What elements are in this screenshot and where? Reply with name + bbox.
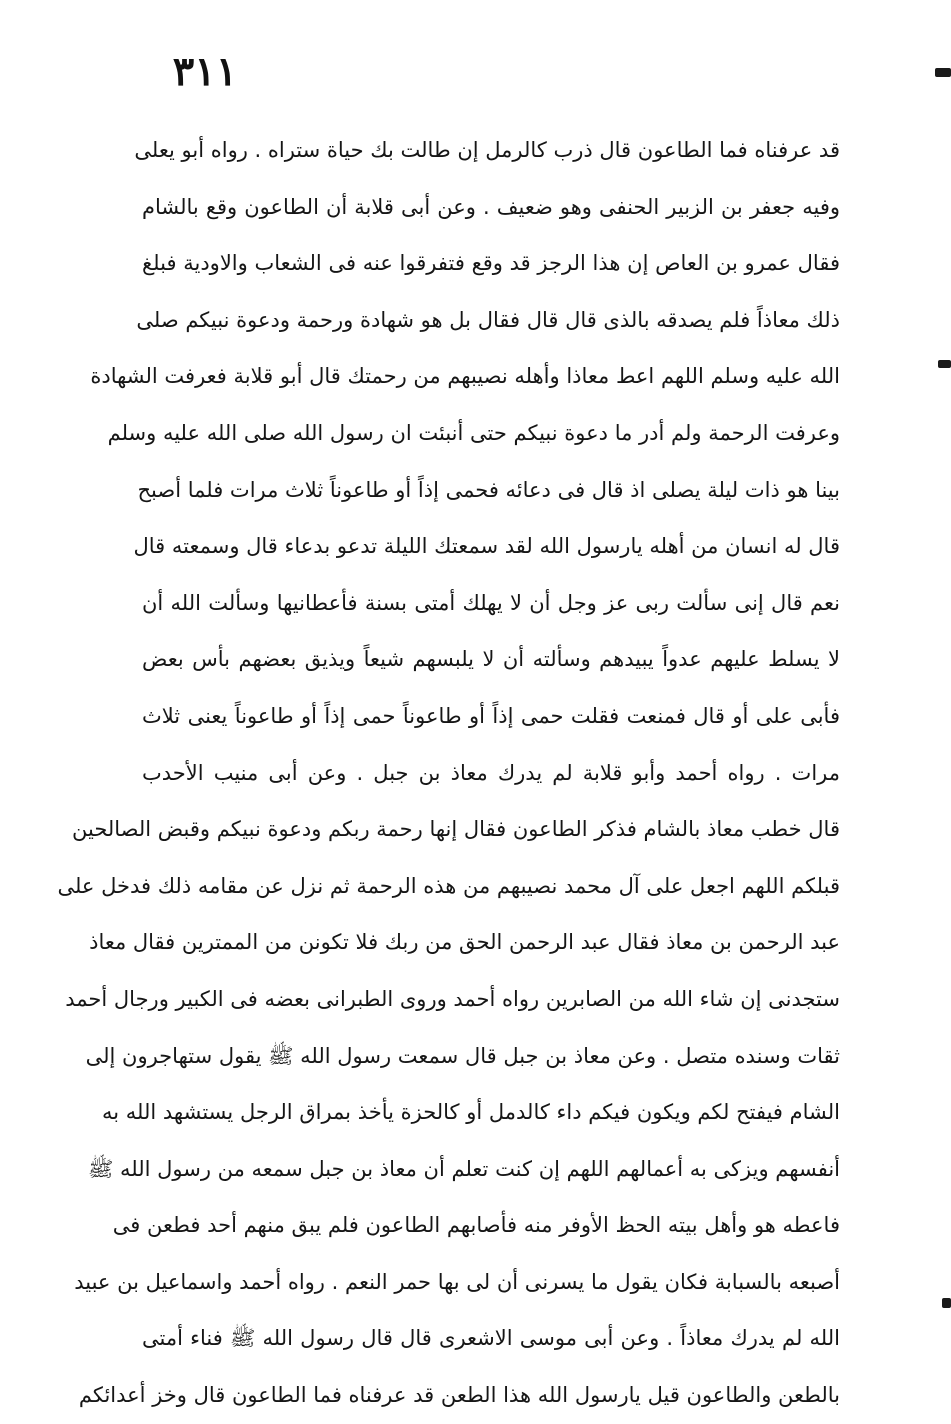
text-line: أصبعه بالسبابة فكان يقول ما يسرنى أن لى بها حمر النعم . رواه أحمد واسماعيل بن عبيد [74, 1269, 840, 1294]
text-line: ثقات وسنده متصل . وعن معاذ بن جبل قال سمعت رسول الله ﷺ يقول ستهاجرون إلى [85, 1043, 840, 1068]
text-line: بالطعن والطاعون قيل يارسول الله هذا الطعن قد عرفناه فما الطاعون قال وخز أعدائكم [78, 1383, 840, 1408]
text-line: بينا هو ذات ليلة يصلى اذ قال فى دعائه فحمى إذاً أو طاعوناً ثلاث مرات فلما أصبح [137, 477, 840, 502]
text-line: ذلك معاذاً فلم يصدقه بالذى قال قال فقال بل هو شهادة ورحمة ودعوة نبيكم صلى [136, 307, 840, 332]
text-line: الله عليه وسلم اللهم اعط معاذا وأهله نصيبهم من رحمتك قال أبو قلابة فعرفت الشهادة [90, 364, 840, 389]
text-line: قال له انسان من أهله يارسول الله لقد سمعتك الليلة تدعو بدعاء قال وسمعته قال [133, 534, 840, 559]
text-line: مرات . رواه أحمد وأبو قلابة لم يدرك معاذ بن جبل . وعن أبى منيب الأحدب [142, 760, 840, 785]
text-line: لا يسلط عليهم عدواً يبيدهم وسألته أن لا يلبسهم شيعاً ويذيق بعضهم بأس بعض [142, 647, 840, 672]
text-line: قد عرفناه فما الطاعون قال ذرب كالرمل إن طالت بك حياة ستراه . رواه أبو يعلى [134, 138, 840, 162]
text-line: نعم قال إنى سألت ربى عز وجل أن لا يهلك أمتى بسنة فأعطانيها وسألت الله أن [142, 590, 840, 615]
text-line: فاعطه هو وأهل بيته الحظ الأوفر منه فأصابهم الطاعون فلم يبق منهم أحد فطعن فى [112, 1213, 840, 1238]
text-line: ستجدنى إن شاء الله من الصابرين رواه أحمد وروى الطبرانى بعضه فى الكبير ورجال أحمد [65, 986, 840, 1011]
text-line: وفيه جعفر بن الزبير الحنفى وهو ضعيف . وعن أبى قلابة أن الطاعون وقع بالشام [142, 194, 840, 219]
text-line: أنفسهم ويزكى به أعمالهم اللهم إن كنت تعلم أن معاذ بن جبل سمعه من رسول الله ﷺ [87, 1156, 840, 1181]
page-number: ٣١١ [172, 48, 238, 95]
scan-edge-mark [942, 1298, 951, 1308]
arabic-text-body [57, 122, 840, 1424]
text-line: وعرفت الرحمة ولم أدر ما دعوة نبيكم حتى أنبئت ان رسول الله صلى الله عليه وسلم [107, 420, 840, 445]
text-line: عبد الرحمن بن معاذ فقال عبد الرحمن الحق من ربك فلا تكونن من الممترين فقال معاذ [89, 930, 840, 955]
scan-edge-mark [935, 68, 951, 77]
text-line: قال خطب معاذ بالشام فذكر الطاعون فقال إنها رحمة ربكم ودعوة نبيكم وقبض الصالحين [72, 817, 840, 842]
text-line: الله لم يدرك معاذاً . وعن أبى موسى الاشعرى قال قال رسول الله ﷺ فناء أمتى [142, 1326, 840, 1351]
text-line: فأبى على أو قال فمنعت فقلت حمى إذاً أو طاعوناً حمى إذاً أو طاعوناً يعنى ثلاث [142, 703, 840, 728]
text-line: فقال عمرو بن العاص إن هذا الرجز قد وقع فتفرقوا عنه فى الشعاب والاودية فبلغ [142, 251, 840, 276]
scan-edge-mark [938, 360, 951, 368]
text-line: الشام فيفتح لكم ويكون فيكم داء كالدمل أو كالحزة يأخذ بمراق الرجل يستشهد الله به [102, 1100, 840, 1125]
text-line: قبلكم اللهم اجعل على آل محمد نصيبهم من هذه الرحمة ثم نزل عن مقامه ذلك فدخل على [57, 873, 840, 898]
